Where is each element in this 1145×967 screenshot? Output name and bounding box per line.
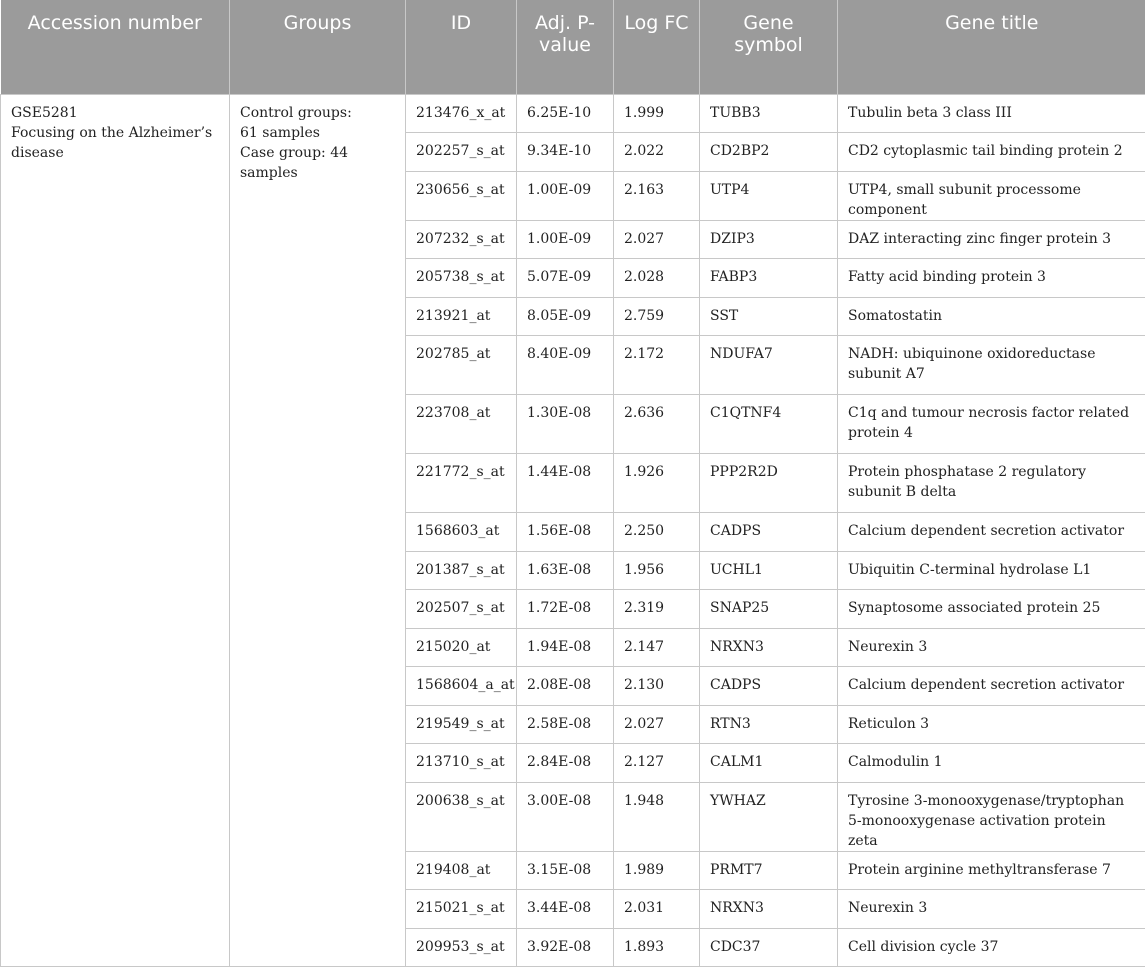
cell-id: 213921_at — [406, 297, 517, 336]
cell-adj-p-value: 2.84E-08 — [517, 744, 614, 783]
cell-log-fc: 2.759 — [614, 297, 700, 336]
cell-adj-p-value: 3.15E-08 — [517, 851, 614, 890]
cell-gene-symbol: CD2BP2 — [700, 133, 838, 172]
cell-gene-symbol: SST — [700, 297, 838, 336]
cell-log-fc: 1.948 — [614, 782, 700, 851]
cell-gene-title: Neurexin 3 — [838, 628, 1145, 667]
header-log-fc: Log FC — [614, 0, 700, 94]
cell-gene-symbol: CDC37 — [700, 928, 838, 967]
cell-adj-p-value: 9.34E-10 — [517, 133, 614, 172]
cell-id: 205738_s_at — [406, 259, 517, 298]
cell-gene-title: NADH: ubiquinone oxidoreductase subunit A7 — [838, 336, 1145, 395]
cell-log-fc: 1.999 — [614, 94, 700, 133]
cell-gene-title: Protein phosphatase 2 regulatory subunit B delta — [838, 454, 1145, 513]
cell-log-fc: 1.956 — [614, 551, 700, 590]
cell-id: 213476_x_at — [406, 94, 517, 133]
cell-gene-title: Tubulin beta 3 class III — [838, 94, 1145, 133]
header-row — [1, 0, 1145, 94]
cell-gene-title: Reticulon 3 — [838, 705, 1145, 744]
cell-log-fc: 2.163 — [614, 171, 700, 220]
cell-id: 1568603_at — [406, 513, 517, 552]
cell-log-fc: 1.893 — [614, 928, 700, 967]
header-gene-symbol: Gene symbol — [700, 0, 838, 94]
cell-id: 202257_s_at — [406, 133, 517, 172]
cell-id: 207232_s_at — [406, 220, 517, 259]
accession-description: Focusing on the Alzheimer’s disease — [11, 123, 219, 163]
cell-adj-p-value: 1.44E-08 — [517, 454, 614, 513]
cell-gene-title: Neurexin 3 — [838, 890, 1145, 929]
cell-gene-title: UTP4, small subunit processome component — [838, 171, 1145, 220]
table-row — [1, 94, 1145, 133]
cell-adj-p-value: 2.58E-08 — [517, 705, 614, 744]
cell-gene-symbol: TUBB3 — [700, 94, 838, 133]
cell-adj-p-value: 3.00E-08 — [517, 782, 614, 851]
cell-log-fc: 2.636 — [614, 395, 700, 454]
cell-id: 215021_s_at — [406, 890, 517, 929]
cell-log-fc: 2.130 — [614, 667, 700, 706]
header-accession-number: Accession number — [1, 0, 230, 94]
cell-gene-title: Calcium dependent secretion activator — [838, 667, 1145, 706]
cell-id: 1568604_a_at — [406, 667, 517, 706]
cell-id: 200638_s_at — [406, 782, 517, 851]
cell-gene-title: Synaptosome associated protein 25 — [838, 590, 1145, 629]
cell-adj-p-value: 1.00E-09 — [517, 220, 614, 259]
cell-gene-title: Cell division cycle 37 — [838, 928, 1145, 967]
cell-id: 202507_s_at — [406, 590, 517, 629]
cell-gene-symbol: RTN3 — [700, 705, 838, 744]
cell-id: 221772_s_at — [406, 454, 517, 513]
cell-id: 209953_s_at — [406, 928, 517, 967]
cell-log-fc: 2.028 — [614, 259, 700, 298]
cell-log-fc: 2.027 — [614, 220, 700, 259]
cell-log-fc: 2.022 — [614, 133, 700, 172]
cell-adj-p-value: 8.05E-09 — [517, 297, 614, 336]
cell-gene-symbol: DZIP3 — [700, 220, 838, 259]
table-header — [1, 0, 1145, 94]
header-id: ID — [406, 0, 517, 94]
header-gene-title: Gene title — [838, 0, 1145, 94]
cell-gene-symbol: NRXN3 — [700, 890, 838, 929]
cell-gene-symbol: YWHAZ — [700, 782, 838, 851]
cell-gene-title: Calcium dependent secretion activator — [838, 513, 1145, 552]
cell-gene-title: Protein arginine methyltransferase 7 — [838, 851, 1145, 890]
cell-gene-symbol: UCHL1 — [700, 551, 838, 590]
cell-id: 213710_s_at — [406, 744, 517, 783]
cell-log-fc: 2.031 — [614, 890, 700, 929]
cell-adj-p-value: 6.25E-10 — [517, 94, 614, 133]
cell-log-fc: 1.989 — [614, 851, 700, 890]
header-groups: Groups — [230, 0, 406, 94]
cell-gene-title: Calmodulin 1 — [838, 744, 1145, 783]
cell-log-fc: 2.172 — [614, 336, 700, 395]
case-group-count: Case group: 44 samples — [240, 143, 395, 183]
cell-log-fc: 2.250 — [614, 513, 700, 552]
cell-gene-title: Somatostatin — [838, 297, 1145, 336]
cell-adj-p-value: 3.44E-08 — [517, 890, 614, 929]
cell-gene-title: Ubiquitin C-terminal hydrolase L1 — [838, 551, 1145, 590]
cell-id: 215020_at — [406, 628, 517, 667]
cell-adj-p-value: 1.56E-08 — [517, 513, 614, 552]
cell-gene-title: Fatty acid binding protein 3 — [838, 259, 1145, 298]
cell-adj-p-value: 1.30E-08 — [517, 395, 614, 454]
control-groups-label: Control groups: — [240, 103, 395, 123]
cell-gene-symbol: C1QTNF4 — [700, 395, 838, 454]
cell-log-fc: 2.319 — [614, 590, 700, 629]
cell-id: 202785_at — [406, 336, 517, 395]
cell-gene-symbol: NDUFA7 — [700, 336, 838, 395]
cell-gene-symbol: PRMT7 — [700, 851, 838, 890]
header-adj-p-value: Adj. P-value — [517, 0, 614, 94]
control-groups-count: 61 samples — [240, 123, 395, 143]
cell-gene-title: Tyrosine 3-monooxygenase/tryptophan 5-monooxygenase activation protein zeta — [838, 782, 1145, 851]
cell-log-fc: 2.147 — [614, 628, 700, 667]
cell-adj-p-value: 1.94E-08 — [517, 628, 614, 667]
cell-adj-p-value: 2.08E-08 — [517, 667, 614, 706]
cell-gene-title: C1q and tumour necrosis factor related protein 4 — [838, 395, 1145, 454]
cell-id: 230656_s_at — [406, 171, 517, 220]
accession-id: GSE5281 — [11, 103, 219, 123]
cell-id: 201387_s_at — [406, 551, 517, 590]
cell-log-fc: 2.027 — [614, 705, 700, 744]
cell-gene-symbol: CADPS — [700, 513, 838, 552]
cell-adj-p-value: 8.40E-09 — [517, 336, 614, 395]
cell-gene-symbol: PPP2R2D — [700, 454, 838, 513]
cell-gene-symbol: UTP4 — [700, 171, 838, 220]
cell-gene-symbol: CADPS — [700, 667, 838, 706]
cell-gene-symbol: NRXN3 — [700, 628, 838, 667]
cell-gene-symbol: SNAP25 — [700, 590, 838, 629]
cell-adj-p-value: 1.63E-08 — [517, 551, 614, 590]
cell-adj-p-value: 5.07E-09 — [517, 259, 614, 298]
cell-gene-title: CD2 cytoplasmic tail binding protein 2 — [838, 133, 1145, 172]
table-body — [1, 94, 1145, 967]
cell-log-fc: 1.926 — [614, 454, 700, 513]
cell-adj-p-value: 3.92E-08 — [517, 928, 614, 967]
cell-log-fc: 2.127 — [614, 744, 700, 783]
cell-id: 219408_at — [406, 851, 517, 890]
accession-cell — [1, 94, 230, 967]
cell-id: 223708_at — [406, 395, 517, 454]
groups-cell — [230, 94, 406, 967]
cell-gene-symbol: CALM1 — [700, 744, 838, 783]
cell-adj-p-value: 1.00E-09 — [517, 171, 614, 220]
cell-adj-p-value: 1.72E-08 — [517, 590, 614, 629]
cell-gene-title: DAZ interacting zinc finger protein 3 — [838, 220, 1145, 259]
cell-id: 219549_s_at — [406, 705, 517, 744]
cell-gene-symbol: FABP3 — [700, 259, 838, 298]
